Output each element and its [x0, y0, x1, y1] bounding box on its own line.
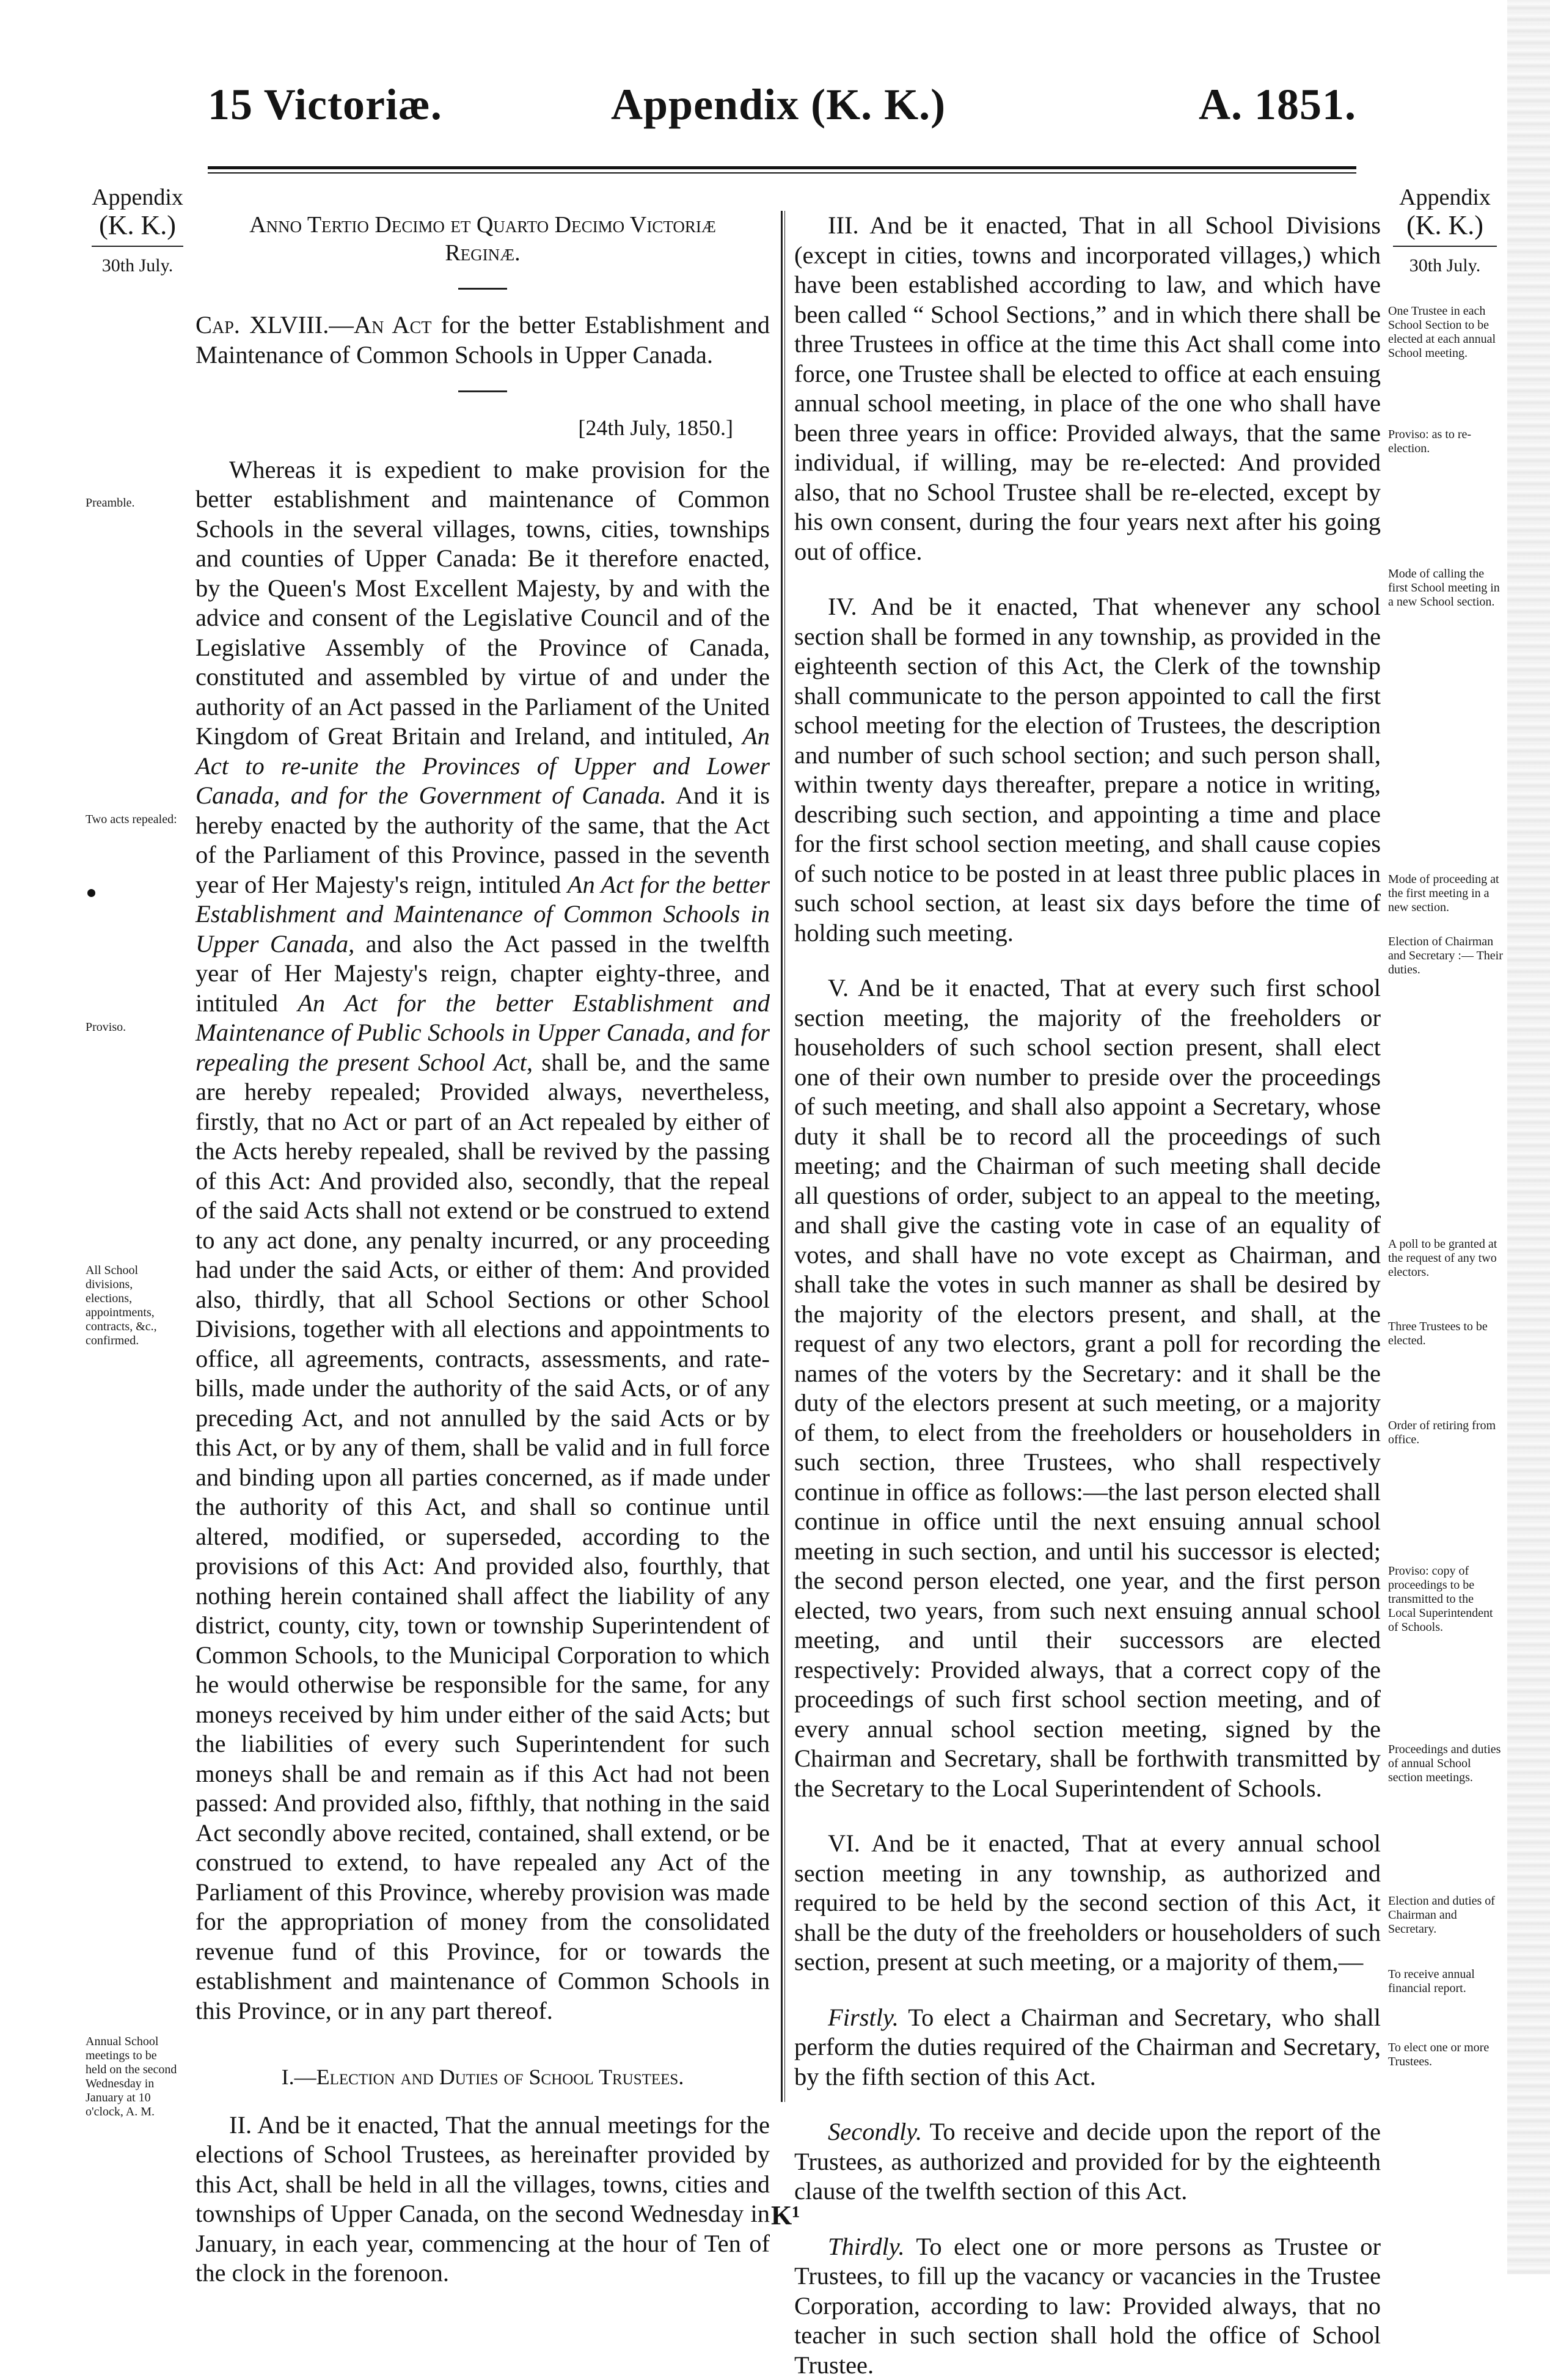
section-3-paragraph: III. And be it enacted, That in all School Divisions (except in cities, towns and incorporated villages,) which have been established according to law, and which have been called “ School Sections,” and in which there shall be three Trustees in office at the time this Act shall come into force, one Trustee shall be elected to office at each ensuing annual school meeting, in place of the one who shall have been three years in office: Provided always, that the same individual, if willing, may be re-elected: And provided also, that no School Trustee shall be re-elected, except by his own consent, during the four years next after his going out of office. [794, 211, 1381, 566]
right-margin-rule [1393, 246, 1497, 247]
right-note-first-meeting: Mode of calling the first School meeting in a new School section. [1388, 567, 1504, 609]
section-4-paragraph: IV. And be it enacted, That whenever any school section shall be formed in any township, as provided in the eighteenth section of this Act, the Clerk of the township shall communicate to the person appointed to call the first school meeting for the election of Trustees, the description and number of such school section; and such person shall, within twenty days thereafter, prepare a notice in writing, describing such section, and appointing a time and place for the first school section meeting, and shall cause copies of such notice to be posted in at least three public places in such school section, at least six days before the time of holding such meeting. [794, 592, 1381, 948]
preamble-text-3: and also the Act passed in the twelfth year of Her Majesty's reign, chapter eighty-three, and intituled [196, 930, 770, 1017]
right-column [794, 211, 1381, 2380]
left-column [196, 211, 770, 2288]
short-rule-2 [458, 390, 507, 392]
page-signature: K¹ [771, 2200, 800, 2231]
right-note-chairman-secretary: Election of Chairman and Secretary :— Their duties. [1388, 935, 1504, 977]
preamble-italic-1: An Act to re-unite the Provinces of Upper and Lower Canada, and for the Government of Canada. [196, 722, 770, 809]
left-margin-rule [92, 246, 183, 247]
header-rule-thin [208, 172, 1356, 174]
left-margin-appendix-code: (K. K.) [86, 211, 189, 240]
short-rule-1 [458, 288, 507, 290]
thirdly-paragraph [794, 2232, 1381, 2380]
right-note-retiring: Order of retiring from office. [1388, 1419, 1504, 1447]
act-title [196, 211, 770, 267]
act-title-regina: Reginæ. [196, 239, 770, 267]
column-divider [781, 211, 783, 2102]
right-margin-appendix-tag [1387, 183, 1503, 280]
right-note-three-trustees: Three Trustees to be elected. [1388, 1320, 1504, 1348]
right-note-financial-report: To receive annual financial report. [1388, 1968, 1504, 1996]
header-appendix: Appendix (K. K.) [611, 79, 946, 130]
section-heading: I.—Election and Duties of School Trustees. [196, 2062, 770, 2092]
section-6-paragraph: VI. And be it enacted, That at every annual school section meeting in any township, as authorized and required to be held by the second section of this Act, it shall be the duty of the freeholders or householders of such section, present at such meeting, or a majority of them,— [794, 1829, 1381, 1977]
section-2-paragraph: II. And be it enacted, That the annual meetings for the elections of School Trustees, as hereinafter provided by this Act, shall be held in all the villages, towns, cities and townships of Upper Canada, on the second Wednesday in January, in each year, commencing at the hour of Ten of the clock in the forenoon. [196, 2111, 770, 2288]
thirdly-label: Thirdly. [828, 2233, 905, 2260]
act-date: [24th July, 1850.] [196, 413, 770, 443]
right-note-election-chairman: Election and duties of Chairman and Secretary. [1388, 1894, 1504, 1936]
running-header [208, 79, 1356, 134]
chapter-heading [196, 310, 770, 370]
preamble-italic-2: An Act for the better Establishment and Maintenance of Common Schools in Upper Canada, [196, 871, 770, 957]
left-note-two-acts-repealed: Two acts repealed: [86, 813, 177, 827]
right-note-mode-proceeding: Mode of proceeding at the first meeting in a new section. [1388, 873, 1504, 915]
right-note-proviso-reelection: Proviso: as to re-election. [1388, 428, 1504, 456]
left-note-preamble: Preamble. [86, 496, 177, 510]
header-regnal-year: 15 Victoriæ. [208, 79, 442, 130]
preamble-text-2: And it is hereby enacted by the authority of the same, that the Act of the Parliament of this Province, passed in the seventh year of Her Majesty's reign, intituled [196, 782, 770, 898]
secondly-paragraph [794, 2117, 1381, 2206]
left-margin-appendix-tag [86, 183, 189, 280]
firstly-label: Firstly. [828, 2004, 899, 2031]
chapter-number: Cap. XLVIII.—An Act [196, 311, 431, 339]
bullet-mark [87, 889, 95, 897]
preamble-italic-3: An Act for the better Establishment and Maintenance of Public Schools in Upper Canada, and for repealing the present School Act, [196, 989, 770, 1076]
preamble-text-4: shall be, and the same are hereby repealed; Provided always, nevertheless, firstly, that no Act or part of an Act repealed by either of the Acts hereby repealed, shall be revived by the passing of this Act: And provided also, secondly, that the repeal of the said Acts shall not extend or be construed to extend to any act done, any penalty incurred, or any proceeding had under the said Acts, or either of them: And provided also, thirdly, that all School Sections or other School Divisions, together with all elections and appointments to office, all agreements, contracts, assessments, and rate-bills, made under the authority of the said Acts, or of any preceding Act, and not annulled by the said Acts or by this Act, or by any of them, shall be valid and in full force and binding upon all parties concerned, as if made under the authority of this Act, and shall so continue until altered, modified, or superseded, according to the provisions of this Act: And provided also, fourthly, that nothing herein contained shall affect the liability of any district, county, city, town or township Superintendent of Common Schools, to the Municipal Corporation to which he would otherwise be responsible for the same, for any moneys received by him under either of the said Acts; but the liabilities of every such Superintendent for such moneys shall be and remain as if this Act had not been passed: And provided also, fifthly, that nothing in the said Act secondly above recited, contained, shall extend, or be construed to extend, to have repealed any Act of the Parliament of this Province, whereby provision was made for the appropriation of money from the consolidated revenue fund of this Province, for or towards the establishment and maintenance of Common Schools in this Province, or in any part thereof. [196, 1049, 770, 2024]
firstly-text: To elect a Chairman and Secretary, who shall perform the duties required of the Chairman and Secretary, by the fifth section of this Act. [794, 2004, 1381, 2090]
scan-edge-texture [1507, 0, 1550, 2274]
firstly-paragraph [794, 2003, 1381, 2092]
right-margin-appendix-code: (K. K.) [1387, 211, 1503, 240]
left-note-proviso: Proviso. [86, 1020, 177, 1034]
act-title-text: Anno Tertio Decimo et Quarto Decimo Victoriæ [249, 212, 716, 238]
right-margin-date: 30th July. [1387, 252, 1503, 280]
right-margin-appendix-label: Appendix [1387, 183, 1503, 211]
column-divider-inner [784, 211, 785, 2102]
preamble-paragraph [196, 455, 770, 2026]
left-margin-appendix-label: Appendix [86, 183, 189, 211]
right-note-annual-duties: Proceedings and duties of annual School section meetings. [1388, 1743, 1504, 1785]
right-note-one-trustee: One Trustee in each School Section to be elected at each annual School meeting. [1388, 304, 1504, 361]
left-note-annual-meetings: Annual School meetings to be held on the second Wednesday in January at 10 o'clock, A. M. [86, 2035, 177, 2119]
left-margin-date: 30th July. [86, 252, 189, 280]
header-rule-thick [208, 166, 1356, 169]
right-note-poll: A poll to be granted at the request of any two electors. [1388, 1237, 1504, 1280]
preamble-text-1: Whereas it is expedient to make provision for the better establishment and maintenance of Common Schools in the several villages, towns, cities, townships and counties of Upper Canada: Be it therefore enacted, by the Queen's Most Excellent Majesty, by and with the advice and consent of the Legislative Council and of the Legislative Assembly of the Province of Canada, constituted and assembled by virtue of and under the authority of an Act passed in the Parliament of the United Kingdom of Great Britain and Ireland, and intituled, [196, 456, 770, 750]
right-note-elect-trustees: To elect one or more Trustees. [1388, 2041, 1504, 2069]
chapter-title: for the better Establishment and Maintenance of Common Schools in Upper Canada. [196, 311, 770, 368]
right-note-copy-proceedings: Proviso: copy of proceedings to be transmitted to the Local Superintendent of Schools. [1388, 1564, 1504, 1635]
thirdly-text: To elect one or more persons as Trustee or Trustees, to fill up the vacancy or vacancies in the Trustee Corporation, according to law: Provided always, that no teacher in such section shall hold the office of School Trustee. [794, 2233, 1381, 2379]
section-5-paragraph: V. And be it enacted, That at every such first school section meeting, the majority of the freeholders or householders of such school section present, shall elect one of their own number to preside over the proceedings of such meeting, and shall also appoint a Secretary, whose duty it shall be to record all the proceedings of such meeting; and the Chairman of such meeting shall decide all questions of order, subject to an appeal to the meeting, and shall give the casting vote in case of an equality of votes, and shall have no vote except as Chairman, and shall take the votes in such manner as shall be desired by the majority of the electors present, and shall, at the request of any two electors, grant a poll for recording the names of the voters by the Secretary: and it shall be the duty of the electors present at such meeting, or a majority of them, to elect from the freeholders or householders in such section, three Trustees, who shall respectively continue in office as follows:—the last person elected shall continue in office until the next ensuing annual school meeting in such section, and until his successor is elected; the second person elected, one year, and the first person elected, two years, from such next ensuing annual school meeting, and until their successors are elected respectively: Provided always, that a correct copy of the proceedings of such first school section meeting, and of every annual school section meeting, signed by the Chairman and Secretary, shall be forthwith transmitted by the Secretary to the Local Superintendent of Schools. [794, 973, 1381, 1803]
secondly-label: Secondly. [828, 2118, 922, 2145]
header-year: A. 1851. [1199, 79, 1356, 130]
left-note-confirmed: All School divisions, elections, appointments, contracts, &c., confirmed. [86, 1264, 177, 1348]
secondly-text: To receive and decide upon the report of the Trustees, as authorized and provided for by the eighteenth clause of the twelfth section of this Act. [794, 2118, 1381, 2205]
